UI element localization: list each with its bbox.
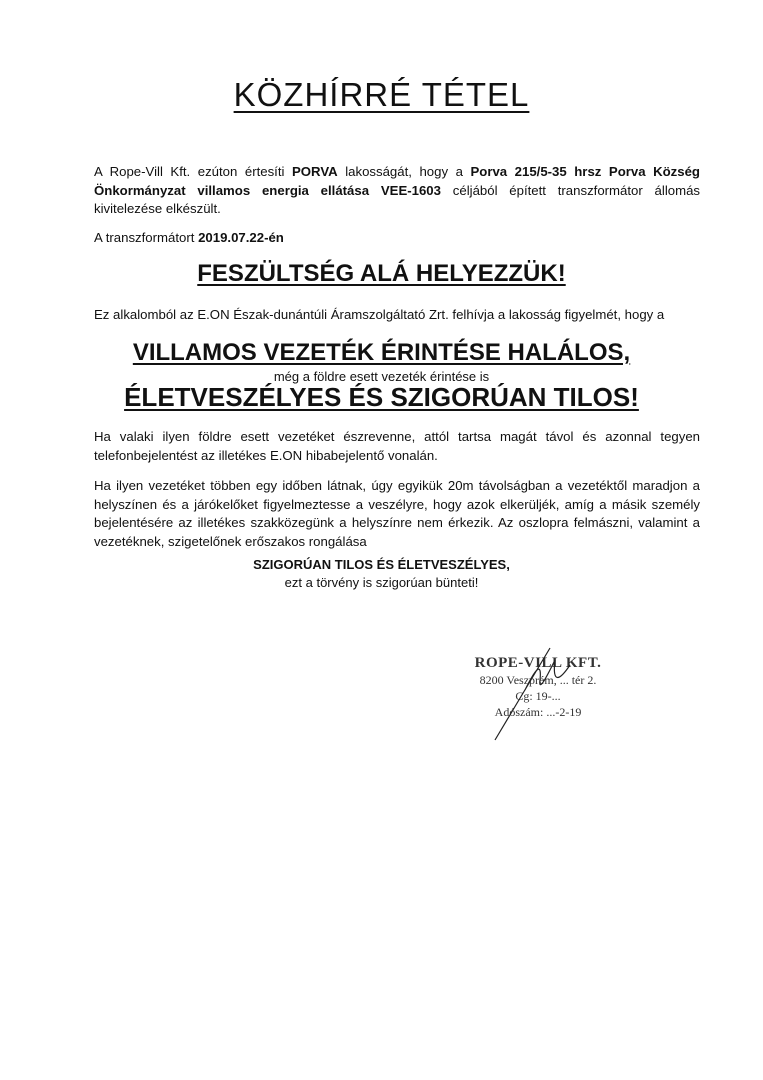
stamp-address: 8200 Veszprém, ... tér 2. — [479, 673, 597, 687]
text: céljából épített transzformátor állomás kivitelezése elkészült. — [94, 182, 700, 216]
warning-text: ÉLETVESZÉLYES ÉS SZIGORÚAN TILOS! — [124, 382, 639, 412]
date-paragraph — [94, 229, 700, 248]
bold-text: PORVA — [291, 164, 338, 179]
intro-paragraph — [94, 163, 700, 219]
instruction-paragraph-1: Ha valaki ilyen földre esett vezetéket észrevenne, attól tartsa magát távol és azonnal tegyen telefonbejelentést az illetékes E.ON hibabejelentő vonalán. — [94, 429, 700, 463]
warning-deadly — [0, 339, 763, 367]
date-text: 2019.07.22-én — [198, 230, 284, 245]
text: A transzformátort — [94, 230, 199, 245]
signature-icon — [480, 640, 590, 750]
warning-forbidden — [0, 382, 763, 413]
closing-text: ezt a törvény is szigorúan bünteti! — [284, 575, 479, 590]
page-title — [0, 76, 763, 114]
closing-bold: SZIGORÚAN TILOS ÉS ÉLETVESZÉLYES, — [253, 557, 510, 572]
stamp-company-name: ROPE-VILL KFT. — [474, 655, 602, 671]
heading-text: FESZÜLTSÉG ALÁ HELYEZZÜK! — [197, 260, 566, 287]
stamp-registration: Cg: 19-... — [515, 689, 561, 703]
text: lakosságát, hogy a — [337, 164, 471, 179]
text: A Rope-Vill Kft. ezúton értesíti — [94, 164, 292, 179]
notice-paragraph: Ez alkalomból az E.ON Észak-dunántúli Áramszolgáltató Zrt. felhívja a lakosság figyelmét, hogy a — [94, 307, 665, 322]
warning-subtext: még a földre esett vezeték érintése is — [273, 369, 490, 384]
heading-voltage — [0, 260, 763, 288]
warning-text: VILLAMOS VEZETÉK ÉRINTÉSE HALÁLOS, — [132, 339, 631, 366]
instruction-paragraph-2: Ha ilyen vezetéket többen egy időben látnak, úgy egyikük 20m távolságban a vezetéktől maradjon a helyszínen és a járókelőket figyelmeztesse a veszélyre, hogy azok elkerüljék, amíg a másik személy bejelentésére az illetékes szakközegünk a helyszínre nem érkezik. Az oszlopra felmászni, valamint a vezetéknek, szigetelőnek erőszakos rongálása — [94, 478, 700, 549]
stamp-tax-number: Adószám: ...-2-19 — [494, 705, 582, 719]
title-text: KÖZHÍRRÉ TÉTEL — [233, 76, 530, 113]
bold-text: Porva 215/5-35 hrsz Porva Község Önkormányzat villamos energia ellátása VEE-1603 — [94, 164, 700, 198]
